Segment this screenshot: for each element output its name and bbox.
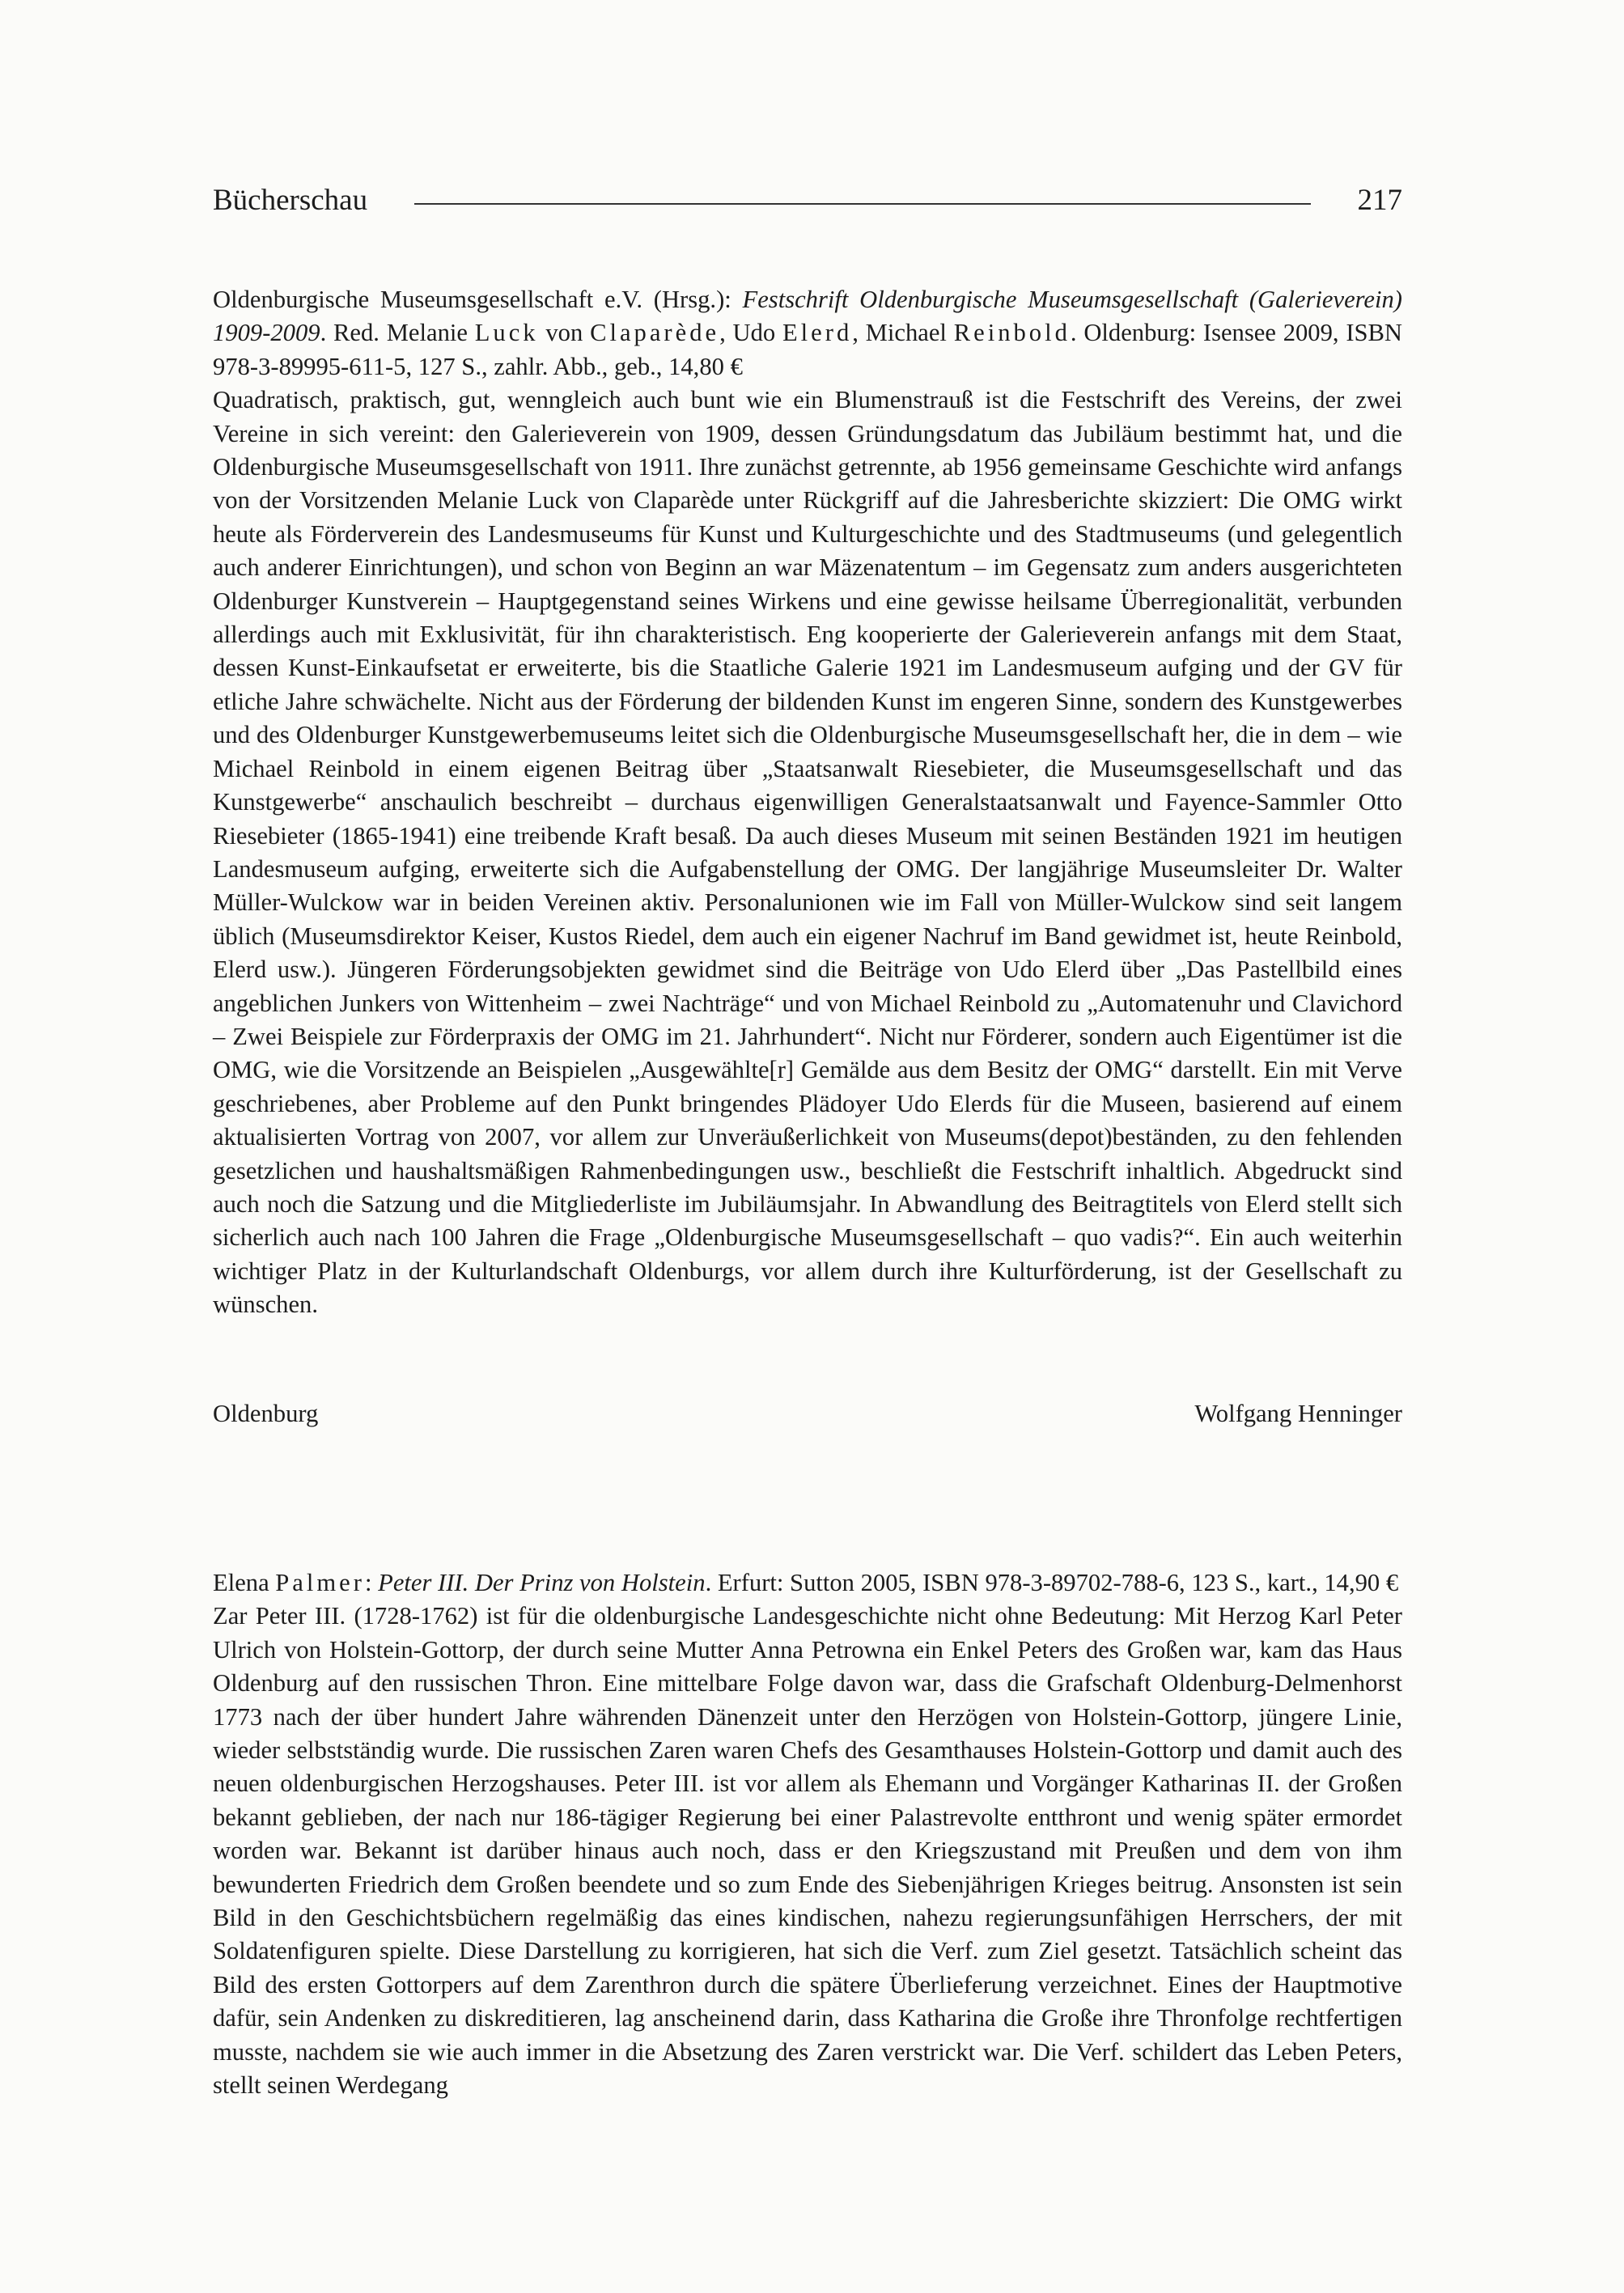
review-1-signature <box>213 1397 1402 1430</box>
author-name: Palmer <box>275 1569 365 1596</box>
editor-name: Claparède <box>590 319 720 347</box>
review-1-book-title: Festschrift Oldenburgische Museumsgesellschaft (Galerieverein) 1909-2009 <box>213 286 1402 347</box>
section-title: Bücherschau <box>213 184 368 217</box>
header-rule <box>414 203 1310 205</box>
review-2-reference: Elena Palmer: Peter III. Der Prinz von Holstein. Erfurt: Sutton 2005, ISBN 978-3-89702-788-6, 123 S., kart., 14,90 € <box>213 1569 1399 1596</box>
review-1-body: Quadratisch, praktisch, gut, wenngleich auch bunt wie ein Blumenstrauß ist die Festschrift des Vereins, der zwei Vereine in sich vereint: den Galerieverein von 1909, dessen Gründungsdatum das Jubiläum bestimmt hat, und die Oldenburgische Museumsgesellschaft von 1911. Ihre zunächst getrennte, ab 1956 gemeinsame Geschichte wird anfangs von der Vorsitzenden Melanie Luck von Claparède unter Rückgriff auf die Jahresberichte skizziert: Die OMG wirkt heute als Förderverein des Landesmuseums für Kunst und Kulturgeschichte und des Stadtmuseums (und gelegentlich auch anderer Einrichtungen), und schon von Beginn an war Mäzenatentum – im Gegensatz zum anders ausgerichteten Oldenburger Kunstverein – Hauptgegenstand seines Wirkens und eine gewisse heilsame Überregionalität, verbunden allerdings auch mit Exklusivität, für ihn charakteristisch. Eng kooperierte der Galerieverein anfangs mit dem Staat, dessen Kunst-Einkaufsetat er erweiterte, bis die Staatliche Galerie 1921 im Landesmuseum aufging und der GV für etliche Jahre schwächelte. Nicht aus der Förderung der bildenden Kunst im engeren Sinne, sondern des Kunstgewerbes und des Oldenburger Kunstgewerbemuseums leitet sich die Oldenburgische Museumsgesellschaft her, die in dem – wie Michael Reinbold in einem eigenen Beitrag über „Staatsanwalt Riesebieter, die Museumsgesellschaft und das Kunstgewerbe“ anschaulich beschreibt – durchaus eigenwilligen Generalstaatsanwalt und Fayence-Sammler Otto Riesebieter (1865-1941) eine treibende Kraft besaß. Da auch dieses Museum mit seinen Beständen 1921 im heutigen Landesmuseum aufging, erweiterte sich die Aufgabenstellung der OMG. Der langjährige Museumsleiter Dr. Walter Müller-Wulckow war in beiden Vereinen aktiv. Personalunionen wie im Fall von Müller-Wulckow sind seit langem üblich (Museumsdirektor Keiser, Kustos Riedel, dem auch ein eigener Nachruf im Band gewidmet ist, heute Reinbold, Elerd usw.). Jüngeren Förderungsobjekten gewidmet sind die Beiträge von Udo Elerd über „Das Pastellbild eines angeblichen Junkers von Wittenheim – zwei Nachträge“ und von Michael Reinbold zu „Automatenuhr und Clavichord – Zwei Beispiele zur Förderpraxis der OMG im 21. Jahrhundert“. Nicht nur Förderer, sondern auch Eigentümer ist die OMG, wie die Vorsitzende an Beispielen „Ausgewählte[r] Gemälde aus dem Besitz der OMG“ darstellt. Ein mit Verve geschriebenes, aber Probleme auf den Punkt bringendes Plädoyer Udo Elerds für die Museen, basierend auf einem aktualisierten Vortrag von 2007, vor allem zur Unveräußerlichkeit von Museums(depot)beständen, zu den fehlenden gesetzlichen und haushaltsmäßigen Rahmenbedingungen usw., beschließt die Festschrift inhaltlich. Abgedruckt sind auch noch die Satzung und die Mitgliederliste im Jubiläumsjahr. In Abwandlung des Beitragtitels von Elerd stellt sich sicherlich auch nach 100 Jahren die Frage „Oldenburgische Museumsgesellschaft – quo vadis?“. Ein auch weiterhin wichtiger Platz in der Kulturlandschaft Oldenburgs, vor allem durch ihre Kulturförderung, ist der Gesellschaft zu wünschen. <box>213 386 1402 1319</box>
editor-name: Elerd <box>782 319 853 347</box>
page-number: 217 <box>1357 184 1402 217</box>
review-1-place: Oldenburg <box>213 1400 319 1427</box>
review-1 <box>213 283 1402 1322</box>
review-1-reference: Oldenburgische Museumsgesellschaft e.V. (Hrsg.): Festschrift Oldenburgische Museumsgesellschaft (Galerieverein) 1909-2009. Red. Melanie Luck von Claparède, Udo Elerd, Michael Reinbold. Oldenburg: Isensee 2009, ISBN 978-3-89995-611-5, 127 S., zahlr. Abb., geb., 14,80 € <box>213 286 1403 380</box>
running-header <box>213 183 1402 218</box>
review-1-reviewer: Wolfgang Henninger <box>1194 1400 1402 1427</box>
editor-name: Luck <box>474 319 539 347</box>
review-2 <box>213 1566 1402 2103</box>
editor-name: Reinbold <box>953 319 1071 347</box>
review-2-book-title: Peter III. Der Prinz von Holstein <box>378 1569 706 1596</box>
review-2-body: Zar Peter III. (1728-1762) ist für die oldenburgische Landesgeschichte nicht ohne Bedeutung: Mit Herzog Karl Peter Ulrich von Holstein-Gottorp, der durch seine Mutter Anna Petrowna ein Enkel Peters des Großen war, kam das Haus Oldenburg auf den russischen Thron. Eine mittelbare Folge davon war, dass die Grafschaft Oldenburg-Delmenhorst 1773 nach der über hundert Jahre währenden Dänenzeit unter den Herzögen von Holstein-Gottorp, jüngere Linie, wieder selbstständig wurde. Die russischen Zaren waren Chefs des Gesamthauses Holstein-Gottorp und damit auch des neuen oldenburgischen Herzogshauses. Peter III. ist vor allem als Ehemann und Vorgänger Katharinas II. der Großen bekannt geblieben, der nach nur 186-tägiger Regierung bei einer Palastrevolte entthront und wenig später ermordet worden war. Bekannt ist darüber hinaus auch noch, dass er den Kriegszustand mit Preußen und dem von ihm bewunderten Friedrich dem Großen beendete und so zum Ende des Siebenjährigen Krieges beitrug. Ansonsten ist sein Bild in den Geschichtsbüchern regelmäßig das eines kindischen, nahezu regierungsunfähigen Herrschers, der mit Soldatenfiguren spielte. Diese Darstellung zu korrigieren, hat sich die Verf. zum Ziel gesetzt. Tatsächlich scheint das Bild des ersten Gottorpers auf dem Zarenthron durch die spätere Überlieferung verzeichnet. Eines der Hauptmotive dafür, sein Andenken zu diskreditieren, lag anscheinend darin, dass Katharina die Große ihre Thronfolge rechtfertigen musste, nachdem sie wie auch immer in die Absetzung des Zaren verstrickt war. Die Verf. schildert das Leben Peters, stellt seinen Werdegang <box>213 1602 1402 2100</box>
